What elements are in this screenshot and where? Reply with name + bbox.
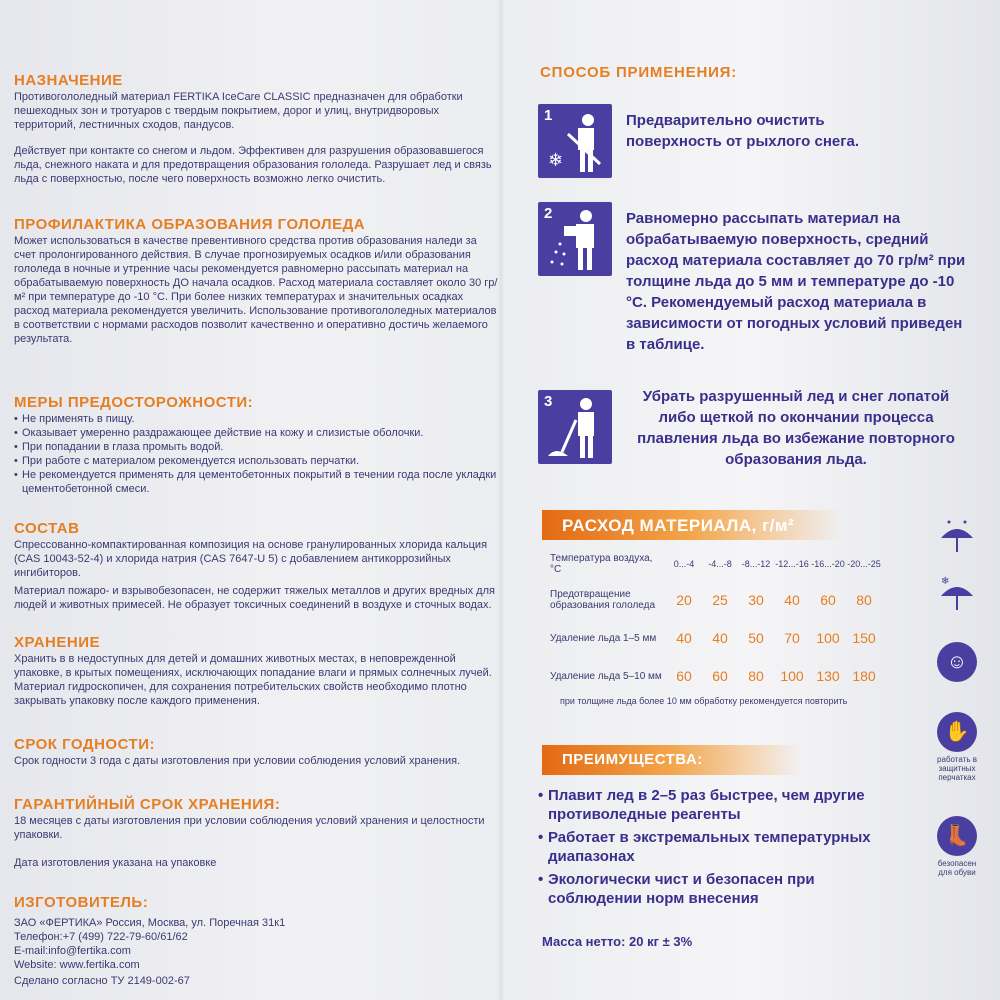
composition-text-2: Материал пожаро- и взрывобезопасен, не содержит тяжелых металлов и других вредных для людей и животных примесей. Не образует токсичных соединений в воздухе и сточных водах. <box>14 585 495 611</box>
list-item: • При попадании в глаза промыть водой. <box>14 440 498 454</box>
table-row-label: Предотвращение образования гололеда <box>550 589 656 611</box>
table-cell: 25 <box>712 592 728 608</box>
precautions-section <box>14 394 498 496</box>
step-2-icon <box>538 202 612 276</box>
list-item: • Не применять в пищу. <box>14 412 498 426</box>
prevention-text: Может использоваться в качестве превентивного средства против образования наледи за счет пролонгированного действия. В случае прогнозируемых осадков и/или образования гололеда в ночные и утренние часы рекомендуется равномерно рассыпать материал на обрабатываемую поверхность ДО начала осадков. Расход материала составляет около 30 гр/м² при температуре до -10 °С. При более низких температурах и значительных осадках расход материала рекомендуется увеличить. Использование противогололедных материалов в соответствии с нормами расходов позволит качественно и оперативно достичь желаемого результата. <box>14 235 498 345</box>
advantages-title: ПРЕИМУЩЕСТВА: <box>562 751 703 768</box>
prevention-title: ПРОФИЛАКТИКА ОБРАЗОВАНИЯ ГОЛОЛЕДА <box>14 216 366 233</box>
table-header-cell: -12...-16 <box>775 559 809 569</box>
right-column <box>520 0 980 1000</box>
face-protection-icon: ☺ <box>930 642 984 685</box>
list-item: • Оказывает умеренно раздражающее действие на кожу и слизистые оболочки. <box>14 426 498 440</box>
table-cell: 180 <box>852 668 876 684</box>
table-cell: 20 <box>676 592 692 608</box>
table-note: при толщине льда более 10 мм обработку рекомендуется повторить <box>560 696 848 706</box>
precautions-list <box>14 412 498 496</box>
step-number: 2 <box>544 205 553 222</box>
shelf-life-text: Срок годности 3 года с даты изготовления при условии соблюдения условий хранения. <box>14 755 461 767</box>
composition-section <box>14 520 498 612</box>
table-header-cell: -8...-12 <box>741 559 771 569</box>
purpose-title: НАЗНАЧЕНИЕ <box>14 72 123 89</box>
svg-text:❄: ❄ <box>941 576 950 587</box>
shelf-life-section <box>14 736 498 768</box>
advantages-header <box>542 745 802 775</box>
step-3-icon <box>538 390 612 464</box>
list-item: • Не рекомендуется применять для цементобетонных покрытий в течении года после укладки цементобетонной смеси. <box>14 468 498 496</box>
table-header-cell: -16...-20 <box>811 559 845 569</box>
boots-label: безопасен для обуви <box>937 859 977 877</box>
table-row <box>550 619 882 657</box>
purpose-section <box>14 72 498 186</box>
umbrella-rain-icon <box>930 516 984 558</box>
storage-title: ХРАНЕНИЕ <box>14 634 100 651</box>
warranty-title: ГАРАНТИЙНЫЙ СРОК ХРАНЕНИЯ: <box>14 796 281 813</box>
composition-title: СОСТАВ <box>14 520 80 537</box>
storage-text: Хранить в в недоступных для детей и домашних животных местах, в неповрежденной упаковке, в крытых помещениях, исключающих попадание влаги и прямых солнечных лучей. Материал гидроскопичен, для сохранения потребительских свойств необходимо плотно закрывать упаковку после каждого применения. <box>14 653 492 707</box>
manufacture-date-note: Дата изготовления указана на упаковке <box>14 857 217 869</box>
net-mass: Масса нетто: 20 кг ± 3% <box>542 934 693 949</box>
shelf-life-title: СРОК ГОДНОСТИ: <box>14 736 155 753</box>
prevention-section <box>14 216 498 346</box>
table-cell: 100 <box>816 630 840 646</box>
advantage-item: • Работает в экстремальных температурных диапазонах <box>548 828 888 866</box>
svg-text:❄: ❄ <box>548 150 564 171</box>
table-cell: 40 <box>712 630 728 646</box>
table-header-cell: -20...-25 <box>847 559 881 569</box>
storage-section <box>14 634 498 708</box>
step-2-text: Равномерно рассыпать материал на обрабатываемую поверхность, средний расход материала составляет до 70 гр/м² при толщине льда до 5 мм и температуре до -10 °С. Рекомендуемый расход материала в зависимости от погодных условий приведен в таблице. <box>626 210 966 353</box>
manufacturer-email: E-mail:info@fertika.com <box>14 945 131 957</box>
table-cell: 30 <box>748 592 764 608</box>
purpose-text-2: Действует при контакте со снегом и льдом. Эффективен для разрушения образовавшегося льда, снежного наката и для предотвращения образования гололеда. Разрушает лед и связь льда с поверхностью, после чего поверхность возможно легко очистить. <box>14 145 492 185</box>
consumption-header <box>542 510 842 540</box>
manufacturer-section <box>14 894 498 988</box>
table-row-label: Удаление льда 1–5 мм <box>550 632 657 644</box>
spec-reference: Сделано согласно ТУ 2149-002-67 <box>14 975 190 987</box>
table-cell: 60 <box>712 668 728 684</box>
manufacturer-phone: Телефон:+7 (499) 722-79-60/61/62 <box>14 931 188 943</box>
umbrella-snow-icon <box>930 574 984 616</box>
table-cell: 40 <box>784 592 800 608</box>
table-header-label: Температура воздуха, °С <box>550 553 653 575</box>
step-number: 3 <box>544 393 553 410</box>
table-cell: 40 <box>676 630 692 646</box>
boots-icon: 👢 безопасен для обуви <box>930 816 984 877</box>
method-title: СПОСОБ ПРИМЕНЕНИЯ: <box>540 64 738 81</box>
step-1-icon <box>538 104 612 178</box>
package-fold <box>498 0 504 1000</box>
purpose-text: Противогололедный материал FERTIKA IceCare CLASSIC предназначен для обработки пешеходных зон и тротуаров с твердым покрытием, дорог и улиц, внутридворовых территорий, лестничных сходов, пандусов. <box>14 91 463 131</box>
manufacturer-title: ИЗГОТОВИТЕЛЬ: <box>14 894 149 911</box>
table-cell: 80 <box>748 668 764 684</box>
list-item: • При работе с материалом рекомендуется использовать перчатки. <box>14 454 498 468</box>
table-cell: 130 <box>816 668 840 684</box>
step-1-text: Предварительно очистить поверхность от рыхлого снега. <box>626 112 859 150</box>
table-cell: 80 <box>856 592 872 608</box>
warranty-section <box>14 796 498 870</box>
consumption-title: РАСХОД МАТЕРИАЛА, г/м² <box>562 516 795 535</box>
precautions-title: МЕРЫ ПРЕДОСТОРОЖНОСТИ: <box>14 394 254 411</box>
table-cell: 70 <box>784 630 800 646</box>
gloves-label: работать в защитных перчатках <box>937 755 977 782</box>
manufacturer-address: ЗАО «ФЕРТИКА» Россия, Москва, ул. Поречная 31к1 <box>14 917 286 929</box>
manufacturer-website: Website: www.fertika.com <box>14 959 140 971</box>
table-header-cell: -4...-8 <box>708 559 732 569</box>
step-3-text: Убрать разрушенный лед и снег лопатой либо щеткой по окончании процесса плавления льда во избежание повторного образования льда. <box>637 388 955 468</box>
table-row <box>550 657 882 695</box>
step-number: 1 <box>544 107 553 124</box>
table-cell: 150 <box>852 630 876 646</box>
advantage-item: • Экологически чист и безопасен при соблюдении норм внесения <box>548 870 888 908</box>
composition-text: Спрессованно-компактированная композиция на основе гранулированных хлорида кальция (CAS 10043-52-4) и хлорида натрия (CAS 7647-U 5) с добавлением антикоррозийных ингибиторов. <box>14 539 488 579</box>
table-cell: 60 <box>820 592 836 608</box>
table-row-label: Удаление льда 5–10 мм <box>550 670 662 682</box>
table-row <box>550 581 882 619</box>
warranty-text: 18 месяцев с даты изготовления при условии соблюдения условий хранения и целостности упаковки. <box>14 815 485 841</box>
table-row <box>550 547 882 581</box>
table-header-cell: 0...-4 <box>673 559 695 569</box>
gloves-icon: ✋ работать в защитных перчатках <box>930 712 984 782</box>
table-cell: 50 <box>748 630 764 646</box>
table-cell: 100 <box>780 668 804 684</box>
advantage-item: • Плавит лед в 2–5 раз быстрее, чем другие противоледные реагенты <box>548 786 888 824</box>
table-cell: 60 <box>676 668 692 684</box>
consumption-table <box>550 547 882 695</box>
